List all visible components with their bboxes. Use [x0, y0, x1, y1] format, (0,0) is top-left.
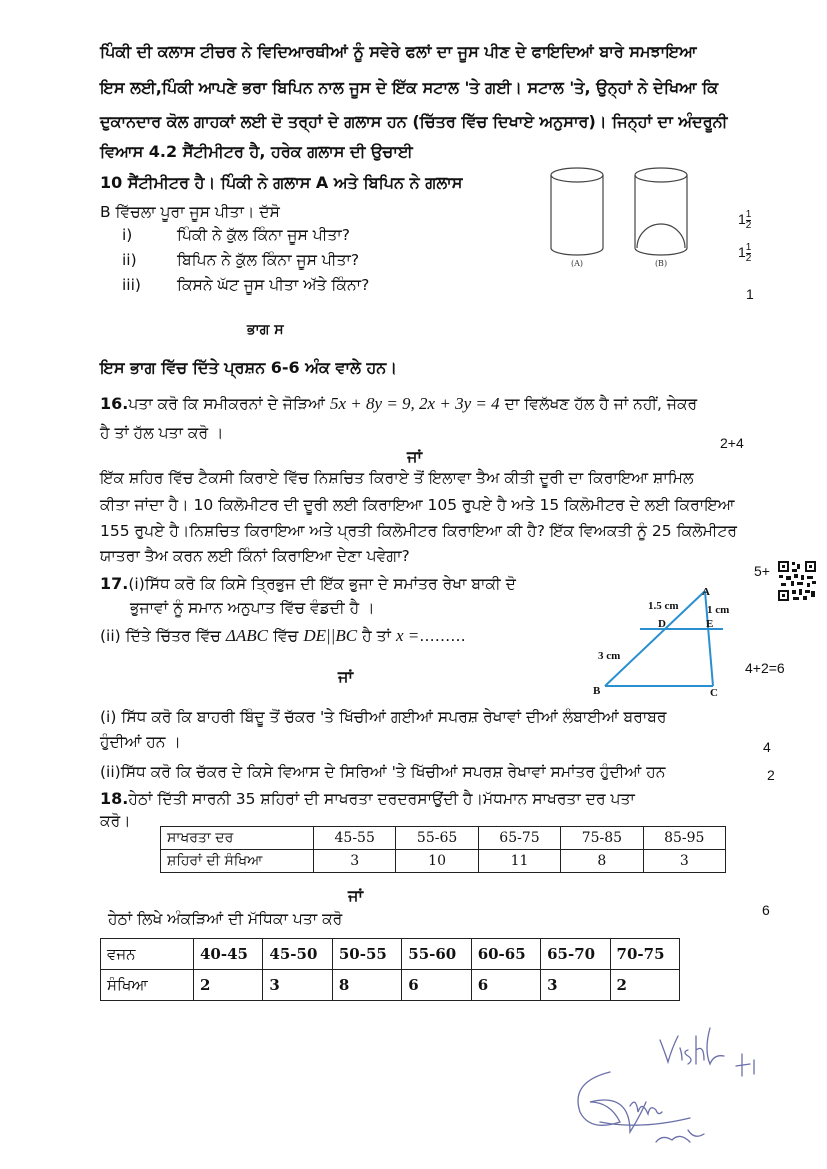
qr-code — [777, 560, 817, 602]
q16-text-a: ਪਤਾ ਕਰੋ ਕਿ ਸਮੀਕਰਨਾਂ ਦੇ ਜੋੜਿਆਂ — [128, 395, 325, 413]
table-row: ਸਾਖਰਤਾ ਦਰ 45-55 55-65 65-75 75-85 85-95 — [161, 827, 726, 850]
q15-line-6: B ਵਿੱਚਲਾ ਪੂਰਾ ਜੂਸ ਪੀਤਾ। ਦੱਸੋ — [100, 203, 280, 221]
q15-sub-1-text: ਪਿੰਕੀ ਨੇ ਕੁੱਲ ਕਿੰਨਾ ਜੂਸ ਪੀਤਾ? — [177, 226, 350, 244]
q16-or: ਜਾਂ — [407, 447, 422, 466]
q18-number: 18. — [100, 789, 129, 808]
table-header: ਵਜਨ — [101, 939, 194, 970]
table-row: ਸ਼ਹਿਰਾਂ ਦੀ ਸੰਖਿਆ 3 10 11 8 3 — [161, 850, 726, 873]
svg-text:E: E — [706, 618, 714, 630]
q17-line-2: ਭੁਜਾਵਾਂ ਨੂੰ ਸਮਾਨ ਅਨੁਪਾਤ ਵਿੱਚ ਵੰਡਦੀ ਹੈ । — [130, 599, 375, 617]
svg-text:1.5 cm: 1.5 cm — [648, 600, 679, 612]
q15-mark-3: 1 — [746, 286, 754, 302]
glass-a-rim — [551, 168, 603, 182]
glass-b-rim — [635, 168, 687, 182]
glass-b-hemisphere — [637, 224, 685, 248]
q15-sub-3-num: iii) — [122, 276, 141, 294]
q16-text-b: ਦਾ ਵਿਲੱਖਣ ਹੱਲ ਹੈ ਜਾਂ ਨਹੀਂ, ਜੇਕਰ — [504, 395, 698, 413]
q15-sub-2-num: ii) — [122, 251, 137, 269]
section-instruction: ਇਸ ਭਾਗ ਵਿੱਚ ਦਿੱਤੇ ਪ੍ਰਸ਼ਨ 6-6 ਅੰਕ ਵਾਲੇ ਹਨ। — [100, 358, 398, 377]
svg-text:C: C — [710, 687, 718, 699]
q18-or: ਜਾਂ — [348, 886, 363, 905]
q17-alt-mark-2: 2 — [767, 767, 775, 783]
q18-mark: 6 — [762, 902, 770, 918]
svg-text:3 cm: 3 cm — [598, 650, 621, 662]
q18-line-1-text: ਹੇਠਾਂ ਦਿੱਤੀ ਸਾਰਨੀ 35 ਸ਼ਹਿਰਾਂ ਦੀ ਸਾਖਰਤਾ ਦਰਦਰਸਾਉਂਦੀ ਹੈ।ਮੱਧਮਾਨ ਸਾਖਰਤਾ ਦਰ ਪਤਾ — [128, 790, 635, 808]
q17-alt-mark-1: 4 — [763, 739, 771, 755]
table-header: ਸਾਖਰਤਾ ਦਰ — [161, 827, 314, 850]
table-row: ਵਜਨ 40-45 45-50 50-55 55-60 60-65 65-70 70-75 — [101, 939, 680, 970]
svg-text:B: B — [593, 685, 601, 697]
weight-table — [100, 938, 680, 1001]
q15-line-4: ਵਿਆਸ 4.2 ਸੈਂਟੀਮੀਟਰ ਹੈ, ਹਰੇਕ ਗਲਾਸ ਦੀ ਉਚਾਈ — [100, 142, 413, 161]
table-header: ਸ਼ਹਿਰਾਂ ਦੀ ਸੰਖਿਆ — [161, 850, 314, 873]
q15-line-1: ਪਿੰਕੀ ਦੀ ਕਲਾਸ ਟੀਚਰ ਨੇ ਵਿਦਿਆਰਥੀਆਂ ਨੂੰ ਸਵੇਰੇ ਫਲਾਂ ਦਾ ਜੂਸ ਪੀਣ ਦੇ ਫਾਇਦਿਆਂ ਬਾਰੇ ਸਮਝਾਇਆ — [100, 42, 697, 61]
q16-mark: 2+4 — [720, 435, 744, 451]
q15-mark-1: 1 $\frac{1}{2}$ — [738, 209, 752, 231]
q17-or: ਜਾਂ — [338, 667, 353, 686]
table-header: ਸੰਖਿਆ — [101, 970, 194, 1001]
q15-line-3: ਦੁਕਾਨਦਾਰ ਕੋਲ ਗਾਹਕਾਂ ਲਈ ਦੋ ਤਰ੍ਹਾਂ ਦੇ ਗਲਾਸ ਹਨ (ਚਿੱਤਰ ਵਿੱਚ ਦਿਖਾਏ ਅਨੁਸਾਰ)। ਜਿਨ੍ਹਾਂ ਦਾ ਅੰਦਰੂਨੀ — [100, 112, 728, 131]
svg-text:D: D — [658, 618, 666, 630]
q15-sub-1-num: i) — [122, 226, 133, 244]
q16-alt-line-4: ਯਾਤਰਾ ਤੈਅ ਕਰਨ ਲਈ ਕਿੰਨਾਂ ਕਿਰਾਇਆ ਦੇਣਾ ਪਵੇਗਾ? — [100, 547, 410, 565]
svg-text:A: A — [702, 586, 710, 598]
literacy-table — [160, 826, 726, 873]
signature — [560, 1010, 810, 1160]
q17-alt-line-1: (i) ਸਿੱਧ ਕਰੋ ਕਿ ਬਾਹਰੀ ਬਿੰਦੂ ਤੋਂ ਚੱਕਰ 'ਤੇ ਖਿੱਚੀਆਂ ਗਈਆਂ ਸਪਰਸ਼ ਰੇਖਾਵਾਂ ਦੀਆਂ ਲੰਬਾਈਆਂ ਬਰਾਬਰ — [100, 708, 667, 726]
q17-line-1 — [100, 574, 516, 594]
q17-number: 17. — [100, 574, 129, 593]
q15-line-2: ਇਸ ਲਈ,ਪਿੰਕੀ ਆਪਣੇ ਭਰਾ ਬਿਪਿਨ ਨਾਲ ਜੂਸ ਦੇ ਇੱਕ ਸਟਾਲ 'ਤੇ ਗਈ। ਸਟਾਲ 'ਤੇ, ਉਨ੍ਹਾਂ ਨੇ ਦੇਖਿਆ ਕਿ — [100, 78, 719, 97]
glass-a-base — [551, 248, 603, 255]
q15-line-5: 10 ਸੈਂਟੀਮੀਟਰ ਹੈ। ਪਿੰਕੀ ਨੇ ਗਲਾਸ A ਅਤੇ ਬਿਪਿਨ ਨੇ ਗਲਾਸ — [100, 173, 463, 192]
glasses-figure — [520, 160, 720, 280]
q17-line-3: (ii) ਦਿੱਤੇ ਚਿੱਤਰ ਵਿੱਚ ΔABC ਵਿੱਚ DE||BC ਹੈ ਤਾਂ x =……… — [100, 626, 466, 645]
q17-line-1-text: (i)ਸਿੱਧ ਕਰੋ ਕਿ ਕਿਸੇ ਤ੍ਰਿਭੁਜ ਦੀ ਇੱਕ ਭੁਜਾ ਦੇ ਸਮਾਂਤਰ ਰੇਖਾ ਬਾਕੀ ਦੋ — [128, 575, 516, 593]
q16-alt-line-3: 155 ਰੁਪਏ ਹੈ।ਨਿਸ਼ਚਿਤ ਕਿਰਾਇਆ ਅਤੇ ਪ੍ਰਤੀ ਕਿਲੋਮੀਟਰ ਕਿਰਾਇਆ ਕੀ ਹੈ? ਇੱਕ ਵਿਅਕਤੀ ਨੂੰ 25 ਕਿਲੋਮੀਟਰ — [100, 522, 738, 540]
q18-alt-line-1: ਹੇਠਾਂ ਲਿਖੇ ਅੰਕੜਿਆਂ ਦੀ ਮੱਧਿਕਾ ਪਤਾ ਕਰੋ — [108, 910, 343, 928]
q16-line-1 — [100, 394, 697, 414]
q17-alt-line-3: (ii)ਸਿੱਧ ਕਰੋ ਕਿ ਚੱਕਰ ਦੇ ਕਿਸੇ ਵਿਆਸ ਦੇ ਸਿਰਿਆਂ 'ਤੇ ਖਿੱਚੀਆਂ ਸਪਰਸ਼ ਰੇਖਾਵਾਂ ਸਮਾਂਤਰ ਹੁੰਦੀਆਂ ਹਨ — [100, 763, 666, 781]
svg-text:1 cm: 1 cm — [707, 604, 730, 616]
triangle-figure — [585, 585, 730, 700]
q16-equation: 5x + 8y = 9, 2x + 3y = 4 — [330, 394, 500, 413]
section-title: ਭਾਗ ਸ — [247, 322, 284, 338]
q17-alt-line-2: ਹੁੰਦੀਆਂ ਹਨ । — [100, 733, 181, 751]
q16-line-2: ਹੈ ਤਾਂ ਹੱਲ ਪਤਾ ਕਰੋ । — [100, 424, 224, 442]
glass-a-label: (A) — [570, 259, 584, 268]
q17-mark: 4+2=6 — [745, 660, 785, 676]
q16-alt-line-2: ਕੀਤਾ ਜਾਂਦਾ ਹੈ। 10 ਕਿਲੋਮੀਟਰ ਦੀ ਦੂਰੀ ਲਈ ਕਿਰਾਇਆ 105 ਰੁਪਏ ਹੈ ਅਤੇ 15 ਕਿਲੋਮੀਟਰ ਦੇ ਲਈ ਕਿਰਾਇਆ — [100, 496, 735, 514]
q18-line-1 — [100, 789, 635, 809]
q15-sub-3-text: ਕਿਸਨੇ ਘੱਟ ਜੂਸ ਪੀਤਾ ਅੱਤੇ ਕਿੰਨਾ? — [177, 276, 370, 294]
q16-alt-mark: 5+ — [754, 563, 770, 579]
q18-line-2: ਕਰੋ। — [100, 812, 131, 830]
table-row: ਸੰਖਿਆ 2 3 8 6 6 3 2 — [101, 970, 680, 1001]
q15-mark-2: 1 $\frac{1}{2}$ — [738, 242, 752, 264]
q16-number: 16. — [100, 394, 129, 413]
glass-b-label: (B) — [654, 259, 668, 268]
q15-sub-2-text: ਬਿਪਿਨ ਨੇ ਕੁੱਲ ਕਿੰਨਾ ਜੂਸ ਪੀਤਾ? — [177, 251, 360, 269]
q16-alt-line-1: ਇੱਕ ਸ਼ਹਿਰ ਵਿੱਚ ਟੈਕਸੀ ਕਿਰਾਏ ਵਿੱਚ ਨਿਸ਼ਚਿਤ ਕਿਰਾਏ ਤੋਂ ਇਲਾਵਾ ਤੈਅ ਕੀਤੀ ਦੂਰੀ ਦਾ ਕਿਰਾਇਆ ਸ਼ਾਮਿਲ — [100, 469, 694, 487]
